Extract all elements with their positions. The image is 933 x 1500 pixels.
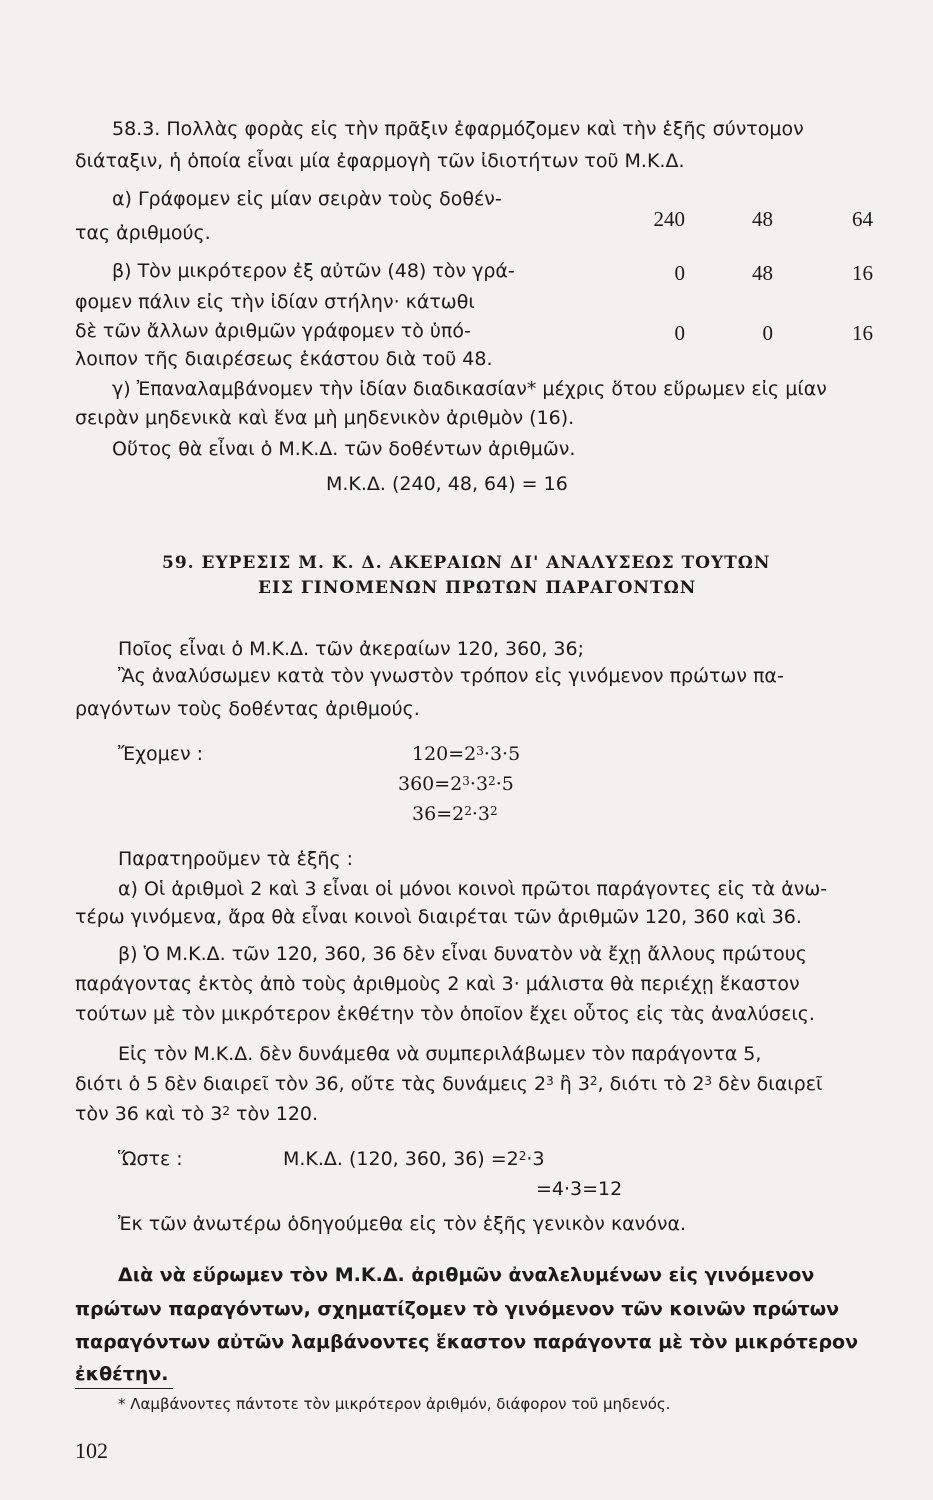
table-cell-r3c3: 16 xyxy=(852,321,873,345)
point-b-line-3: τούτων μὲ τὸν μικρότερον ἐκθέτην τὸν ὁποῖον ἔχει οὗτος εἰς τὰς ἀναλύσεις. xyxy=(75,1003,815,1025)
rule-line-2: πρώτων παραγόντων, σχηματίζομεν τὸ γινόμενον τῶν κοινῶν πρώτων xyxy=(75,1298,840,1320)
lead-sentence: Ἐκ τῶν ἀνωτέρω ὁδηγούμεθα εἰς τὸν ἑξῆς γενικὸν κανόνα. xyxy=(118,1213,687,1235)
point-b-line-2: παράγοντας ἐκτὸς ἀπὸ τοὺς ἀριθμοὺς 2 καὶ 3· μάλιστα θὰ περιέχῃ ἕκαστον xyxy=(75,973,800,995)
factorization-120: $120=2^3\cdot 3\cdot 5$ xyxy=(412,743,521,765)
table-cell-r3c2: 0 xyxy=(762,321,773,345)
footnote-separator xyxy=(75,1388,173,1389)
observe-text: Παρατηροῦμεν τὰ ἑξῆς : xyxy=(118,848,354,870)
section-59-heading-line-1: 59. ΕΥΡΕΣΙΣ Μ. Κ. Δ. ΑΚΕΡΑΙΩΝ ΔΙ' ΑΝΑΛΥΣΕΩΣ ΤΟΥΤΩΝ xyxy=(162,553,771,573)
point-b-line-1: β) Ὁ Μ.Κ.Δ. τῶν 120, 360, 36 δὲν εἶναι δυνατὸν νὰ ἔχῃ ἄλλους πρώτους xyxy=(118,943,807,965)
step-b-line-3: δὲ τῶν ἄλλων ἀριθμῶν γράφομεν τὸ ὑπό- xyxy=(75,320,471,342)
step-c-line-2: σειρὰν μηδενικὰ καὶ ἕνα μὴ μηδενικὸν ἀριθμὸν (16). xyxy=(75,407,575,429)
table-cell-r1c2: 48 xyxy=(752,207,773,231)
analyse-line-1: Ἂς ἀναλύσωμεν κατὰ τὸν γνωστὸν τρόπον εἰς γινόμενον πρώτων πα- xyxy=(118,665,784,687)
rule-line-3: παραγόντων αὐτῶν λαμβάνοντες ἕκαστον παράγοντα μὲ τὸν μικρότερον xyxy=(75,1331,859,1353)
footnote-text: * Λαμβάνοντες πάντοτε τὸν μικρότερον ἀριθμόν, διάφορον τοῦ μηδενός. xyxy=(118,1395,671,1413)
step-b-line-2: φομεν πάλιν εἰς τὴν ἰδίαν στήλην· κάτωθι xyxy=(75,291,475,313)
paragraph-58-3-line-2: διάταξιν, ἡ ὁποία εἶναι μία ἐφαρμογὴ τῶν ἰδιοτήτων τοῦ Μ.Κ.Δ. xyxy=(75,150,685,172)
step-a-line-1: α) Γράφομεν εἰς μίαν σειρὰν τοὺς δοθέν- xyxy=(112,188,502,210)
rule-line-4: ἐκθέτην. xyxy=(75,1363,169,1385)
gcd-formula-2: Μ.Κ.Δ. (120, 360, $36) =2^2\cdot 3$ xyxy=(283,1148,545,1170)
step-b-line-4: λοιπον τῆς διαιρέσεως ἑκάστου διὰ τοῦ 48. xyxy=(75,348,493,370)
paragraph-58-3-line-1: 58.3. Πολλὰς φορὰς εἰς τὴν πρᾶξιν ἐφαρμόζομεν καὶ τὴν ἑξῆς σύντομον xyxy=(112,118,804,140)
point-a-line-2: τέρω γινόμενα, ἄρα θὰ εἶναι κοινοὶ διαιρέται τῶν ἀριθμῶν 120, 360 καὶ 36. xyxy=(75,906,802,928)
table-cell-r1c1: 240 xyxy=(653,207,685,231)
factorization-36: $36=2^2\cdot 3^2$ xyxy=(412,803,498,825)
conclusion-text: Οὕτος θὰ εἶναι ὁ Μ.Κ.Δ. τῶν δοθέντων ἀριθμῶν. xyxy=(112,438,576,460)
rule-line-1: Διὰ νὰ εὕρωμεν τὸν Μ.Κ.Δ. ἀριθμῶν ἀναλελυμένων εἰς γινόμενον xyxy=(118,1264,815,1286)
point-c-line-1: Εἰς τὸν Μ.Κ.Δ. δὲν δυνάμεθα νὰ συμπεριλάβωμεν τὸν παράγοντα 5, xyxy=(118,1043,762,1065)
section-59-heading-line-2: ΕΙΣ ΓΙΝΟΜΕΝΩΝ ΠΡΩΤΩΝ ΠΑΡΑΓΟΝΤΩΝ xyxy=(258,578,697,598)
question-text: Ποῖος εἶναι ὁ Μ.Κ.Δ. τῶν ἀκεραίων 120, 360, 36; xyxy=(118,638,584,660)
table-cell-r1c3: 64 xyxy=(852,207,873,231)
table-cell-r2c2: 48 xyxy=(752,261,773,285)
table-cell-r3c1: 0 xyxy=(674,321,685,345)
point-c-line-2: διότι ὁ 5 δὲν διαιρεῖ τὸν 36, οὔτε τὰς δυνάμεις $2^3$ ἢ $3^2$, διότι τὸ $2^3$ δὲν διαιρεῖ xyxy=(75,1073,823,1095)
table-cell-r2c3: 16 xyxy=(852,261,873,285)
gcd-result: =4·3=12 xyxy=(536,1178,623,1200)
page-number: 102 xyxy=(75,1438,108,1463)
have-label: Ἔχομεν : xyxy=(118,743,204,765)
factorization-360: $360=2^3\cdot 3^2\cdot 5$ xyxy=(398,773,514,795)
step-c-line-1: γ) Ἐπαναλαμβάνομεν τὴν ἰδίαν διαδικασίαν* μέχρις ὅτου εὕρωμεν εἰς μίαν xyxy=(112,378,827,400)
point-c-line-3: τὸν 36 καὶ τὸ $3^2$ τὸν 120. xyxy=(75,1103,319,1125)
step-a-line-2: τας ἀριθμούς. xyxy=(75,222,211,244)
gcd-formula-1: Μ.Κ.Δ. (240, 48, 64) = 16 xyxy=(326,473,568,495)
table-cell-r2c1: 0 xyxy=(674,261,685,285)
point-a-line-1: α) Οἱ ἀριθμοὶ 2 καὶ 3 εἶναι οἱ μόνοι κοινοὶ πρῶτοι παράγοντες εἰς τὰ ἀνω- xyxy=(118,878,828,900)
analyse-line-2: ραγόντων τοὺς δοθέντας ἀριθμούς. xyxy=(75,698,420,720)
so-label: Ὥστε : xyxy=(118,1148,183,1170)
step-b-line-1: β) Τὸν μικρότερον ἐξ αὐτῶν (48) τὸν γρά- xyxy=(112,260,515,282)
